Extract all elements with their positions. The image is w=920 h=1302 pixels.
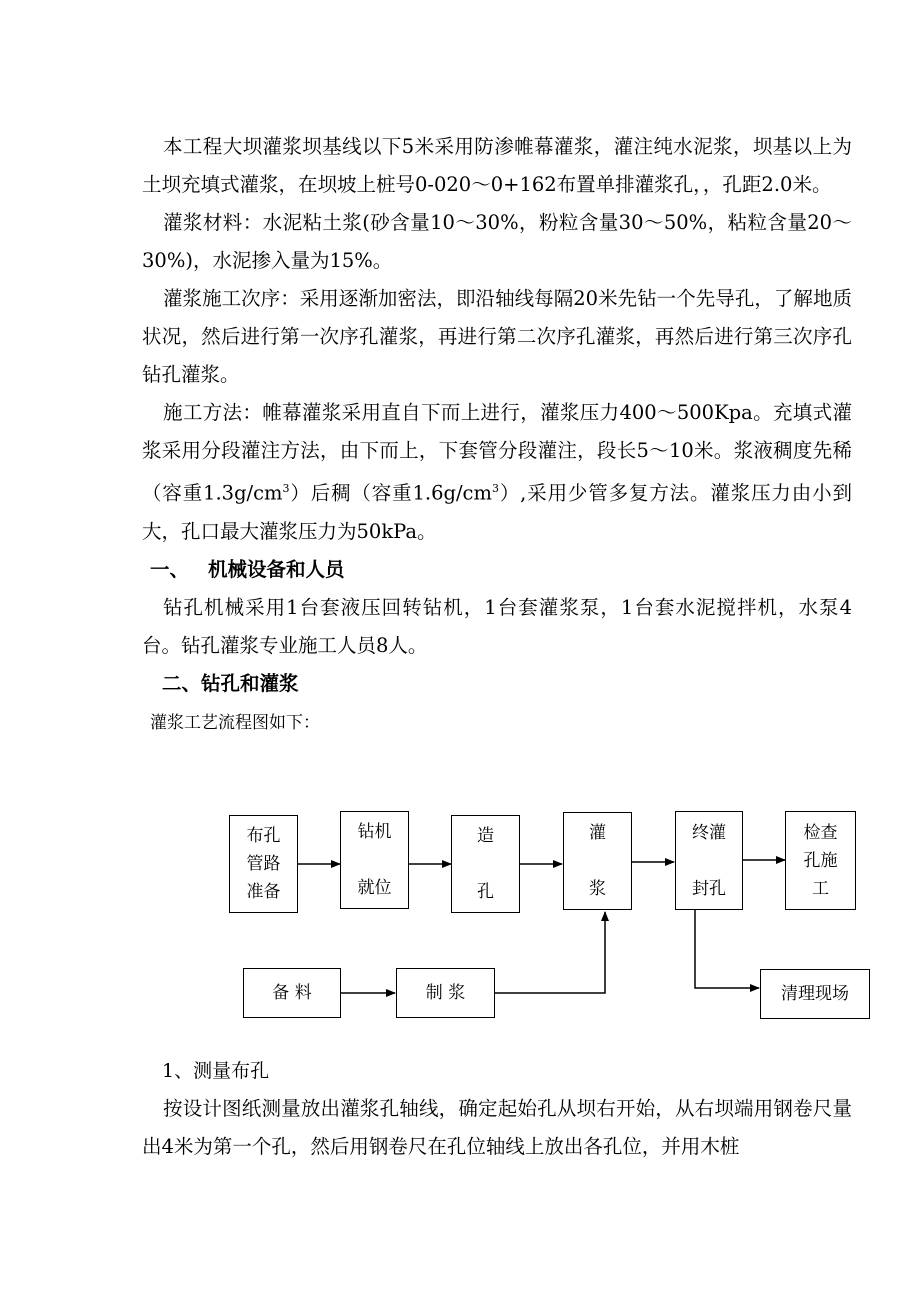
paragraph-dam-grouting: 本工程大坝灌浆坝基线以下5米采用防渗帷幕灌浆，灌注纯水泥浆，坝基以上为土坝充填式灌浆，在坝坡上桩号0-020～0+162布置单排灌浆孔，，孔距2.0米。 (142, 135, 852, 196)
heading-text: 机械设备和人员 (208, 557, 345, 581)
superscript-2: 3 (491, 482, 499, 495)
section-heading-equipment (0, 551, 920, 589)
arrow-5-9 (695, 910, 759, 988)
document-body-continued (0, 1052, 920, 1166)
flow-box-drilling: 造 孔 (451, 815, 520, 913)
flow-box-prepare-materials: 备 料 (243, 968, 341, 1018)
flow-box-seal-hole: 终灌 封孔 (675, 811, 743, 910)
subsection-heading-survey: 1、测量布孔 (162, 1060, 270, 1082)
flow-box-clean-site: 清理现场 (760, 969, 870, 1019)
flow-box-grouting: 灌 浆 (563, 812, 632, 910)
method-text-c: ）,采用少管多复方法。灌浆压力由小到大，孔口最大灌浆压力为50kPa。 (142, 481, 852, 543)
arrow-8-4 (495, 912, 605, 993)
flow-box-layout-holes: 布孔 管路 准备 (229, 815, 298, 913)
flowchart-intro: 灌浆工艺流程图如下： (150, 712, 320, 733)
paragraph-survey: 按设计图纸测量放出灌浆孔轴线，确定起始孔从坝右开始，从右坝端用钢卷尺量出4米为第一个孔，然后用钢卷尺在孔位轴线上放出各孔位，并用木桩 (142, 1097, 852, 1158)
section-heading-drilling: 二、钻孔和灌浆 (162, 671, 299, 695)
method-text-b: ）后稠（容重1.6g/cm (289, 481, 492, 505)
document-body (0, 128, 920, 743)
method-text-a: 施工方法：帷幕灌浆采用直自下而上进行，灌浆压力400～500Kpa。充填式灌浆采用分段灌注方法，由下而上，下套管分段灌注，段长5～10米。浆液稠度先稀（容重1.3g/cm (142, 401, 852, 505)
flow-box-inspection: 检查 孔施 工 (785, 811, 856, 910)
superscript-1: 3 (282, 482, 290, 495)
paragraph-construction-method (0, 394, 920, 551)
paragraph-equipment: 钻孔机械采用1台套液压回转钻机，1台套灌浆泵，1台套水泥搅拌机，水泵4台。钻孔灌浆专业施工人员8人。 (142, 595, 852, 657)
paragraph-grout-material: 灌浆材料：水泥粘土浆(砂含量10～30%，粉粒含量30～50%，粘粒含量20～30%)，水泥掺入量为15%。 (142, 211, 852, 272)
paragraph-grouting-sequence: 灌浆施工次序：采用逐渐加密法，即沿轴线每隔20米先钻一个先导孔，了解地质状况，然后进行第一次序孔灌浆，再进行第二次序孔灌浆，再然后进行第三次序孔钻孔灌浆。 (142, 287, 852, 386)
flow-box-mix-grout: 制 浆 (396, 968, 495, 1018)
heading-number: 一、 (150, 557, 190, 581)
flow-box-rig-setup: 钻机 就位 (340, 811, 409, 909)
